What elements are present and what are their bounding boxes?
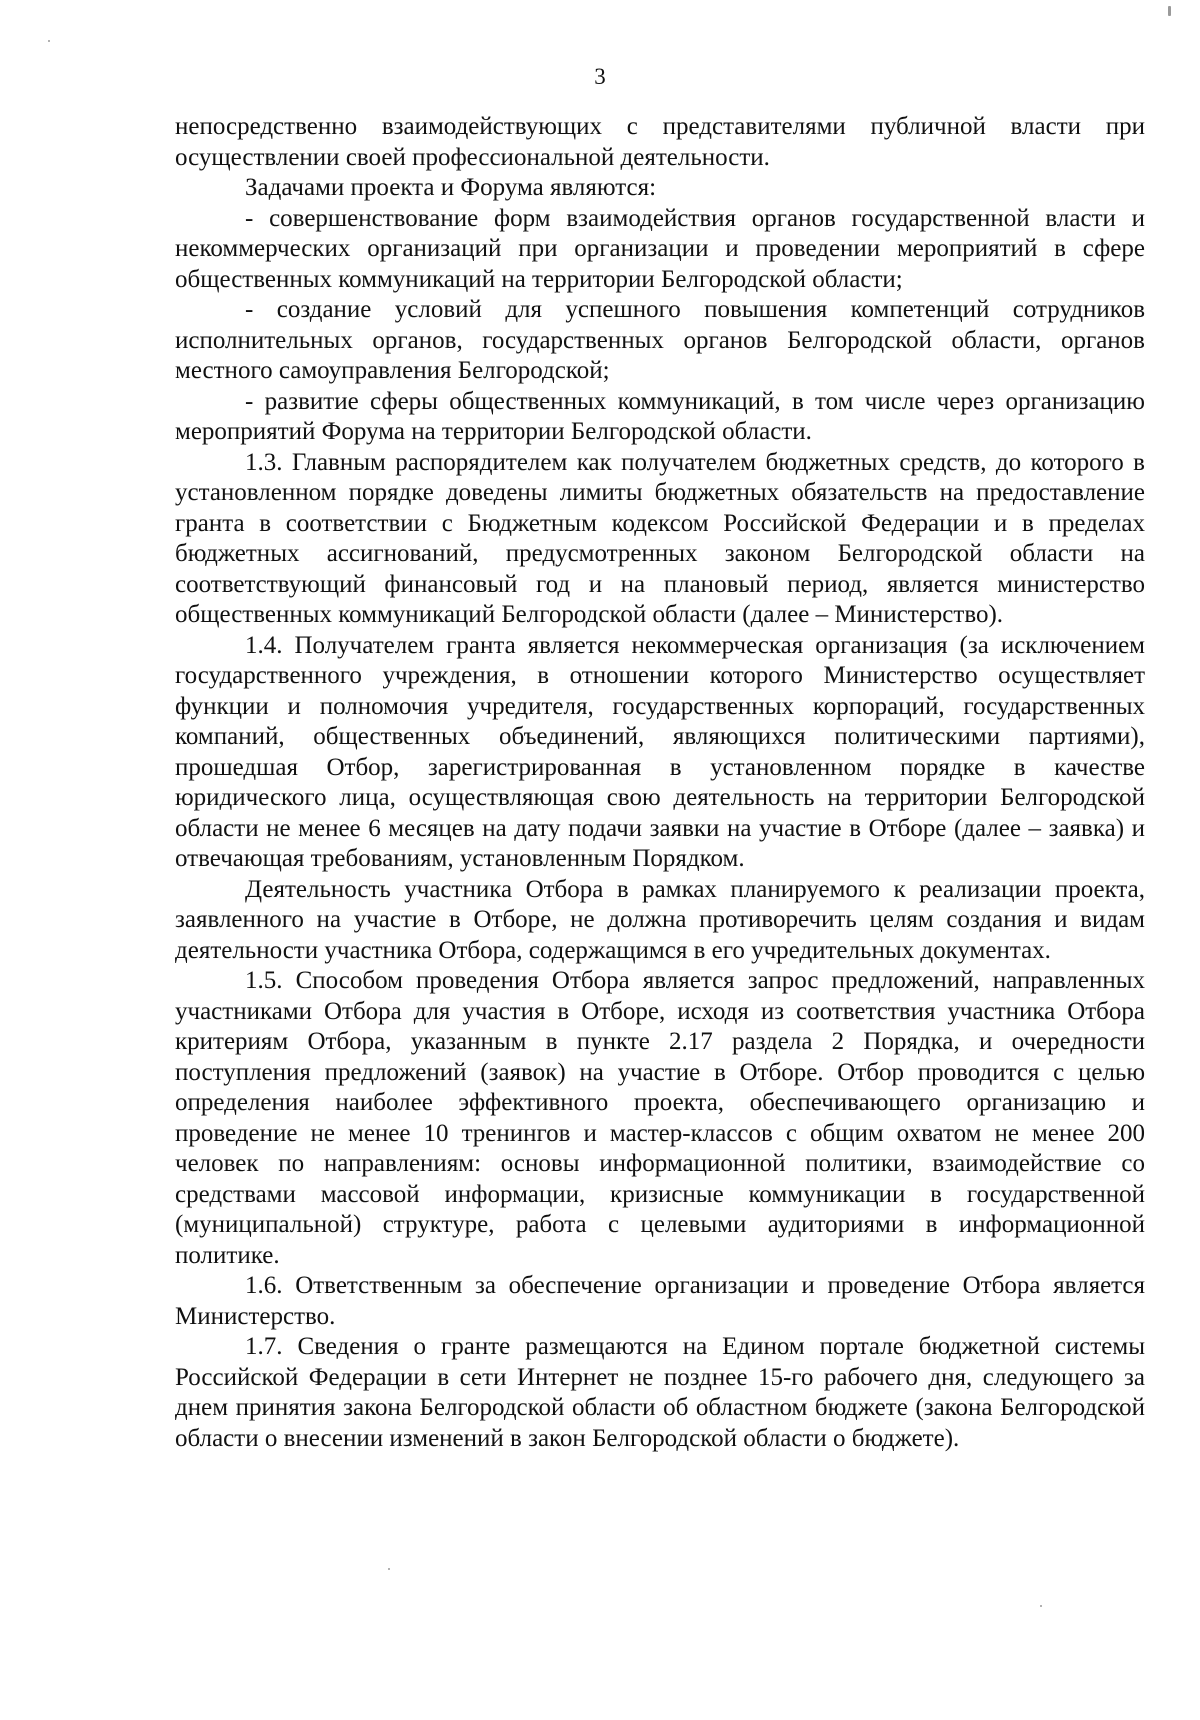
paragraph-continuation: непосредственно взаимодействующих с представителями публичной власти при осуществлении своей профессиональной деятельности. [175,113,1145,171]
scan-speck [388,1568,390,1570]
paragraph-1-4: 1.4. Получателем гранта является некоммерческая организация (за исключением государственного учреждения, в отношении которого Министерство осуществляет функции и полномочия учредителя, государственных корпораций, государственных компаний, общественных объединений, являющихся политическими партиями), прошедшая Отбор, зарегистрированная в установленном порядке в качестве юридического лица, осуществляющая свою деятельность на территории Белгородской области не менее 6 месяцев на дату подачи заявки на участие в Отборе (далее – заявка) и отвечающая требованиям, установленным Порядком. [175,631,1145,872]
paragraph-1-5: 1.5. Способом проведения Отбора является запрос предложений, направленных участниками Отбора для участия в Отборе, исходя из соответствия участника Отбора критериям Отбора, указанным в пункте 2.17 раздела 2 Порядка, и очередности поступления предложений (заявок) на участие в Отборе. Отбор проводится с целью определения наиболее эффективного проекта, обеспечивающего организацию и проведение не менее 10 тренингов и мастер-классов с общим охватом не менее 200 человек по направлениям: основы информационной политики, взаимодействие со средствами массовой информации, кризисные коммуникации в государственной (муниципальной) структуре, работа с целевыми аудиториями в информационной политике. [175,967,1145,1269]
document-body [175,112,1145,1454]
paragraph-task-2: - создание условий для успешного повышения компетенций сотрудников исполнительных органов, государственных органов Белгородской области, органов местного самоуправления Белгородской; [175,296,1145,384]
paragraph-task-1: - совершенствование форм взаимодействия органов государственной власти и некоммерческих организаций при организации и проведении мероприятий в сфере общественных коммуникаций на территории Белгородской области; [175,204,1145,293]
paragraph-1-3: 1.3. Главным распорядителем как получателем бюджетных средств, до которого в установленном порядке доведены лимиты бюджетных обязательств на предоставление гранта в соответствии с Бюджетным кодексом Российской Федерации и в пределах бюджетных ассигнований, предусмотренных законом Белгородской области на соответствующий финансовый год и на плановый период, является министерство общественных коммуникаций Белгородской области (далее – Министерство). [175,448,1145,628]
paragraph-task-3: - развитие сферы общественных коммуникаций, в том числе через организацию мероприятий Форума на территории Белгородской области. [175,387,1145,445]
paragraph-activity: Деятельность участника Отбора в рамках планируемого к реализации проекта, заявленного на участие в Отборе, не должна противоречить целям создания и видам деятельности участника Отбора, содержащимся в его учредительных документах. [175,875,1145,964]
scan-speck [1040,1605,1042,1607]
scan-speck [48,40,50,42]
paragraph-1-7: 1.7. Сведения о гранте размещаются на Едином портале бюджетной системы Российской Федерации в сети Интернет не позднее 15-го рабочего дня, следующего за днем принятия закона Белгородской области об областном бюджете (закона Белгородской области о внесении изменений в закон Белгородской области о бюджете). [175,1333,1145,1452]
page-number: 3 [594,64,606,89]
paragraph-1-6: 1.6. Ответственным за обеспечение организации и проведение Отбора является Министерство. [175,1272,1145,1330]
paragraph-tasks-intro: Задачами проекта и Форума являются: [245,174,657,201]
scan-speck [1168,6,1171,16]
